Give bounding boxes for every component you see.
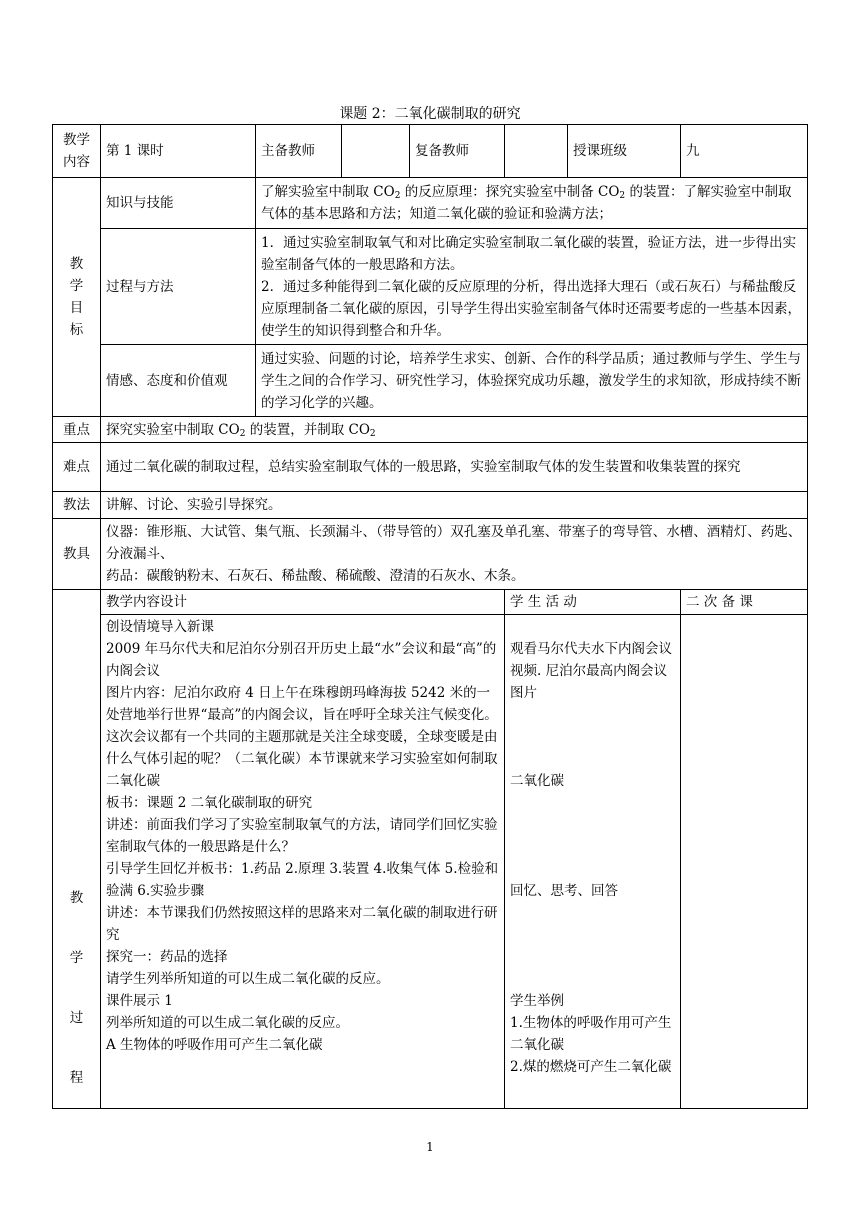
objectives-label-char: 目 <box>69 300 84 316</box>
design-line: 列举所知道的可以生成二氧化碳的反应。 <box>106 1015 349 1031</box>
key-point-label: 重点 <box>53 417 101 443</box>
objective-emotion-row <box>53 345 808 417</box>
method-row <box>53 492 808 519</box>
objectives-label-char: 标 <box>69 322 84 338</box>
document-title: 课题 2：二氧化碳制取的研究 <box>339 106 521 122</box>
main-teacher-label: 主备教师 <box>256 125 342 178</box>
process-method-text <box>256 229 808 345</box>
student-activity-d3: 2.煤的燃烧可产生二氧化碳 <box>510 1059 672 1075</box>
co-teacher-value <box>505 125 568 178</box>
design-line: 2009 年马尔代夫和尼泊尔分别召开历史上最“水”会议和最“高”的内阁会议 <box>106 641 497 679</box>
co-teacher-label: 复备教师 <box>410 125 505 178</box>
method-text: 讲解、讨论、实验引导探究。 <box>101 492 808 519</box>
lesson-period: 第 1 课时 <box>101 125 256 178</box>
key-point-text: 探究实验室中制取 $CO_2$ 的装置，并制取 $CO_2$ <box>101 417 808 443</box>
process-label <box>53 590 101 1109</box>
objectives-label-char: 教 <box>69 256 84 272</box>
design-line: 讲述：前面我们学习了实验室制取氧气的方法，请同学们回忆实验室制取气体的一般思路是什么？ <box>106 817 498 855</box>
process-body-row <box>53 615 808 1109</box>
knowledge-label: 知识与技能 <box>101 178 256 229</box>
process-method-label: 过程与方法 <box>101 229 256 345</box>
student-activity-b: 二氧化碳 <box>510 773 564 789</box>
design-line: 讲述：本节课我们仍然按照这样的思路来对二氧化碳的制取进行研究 <box>106 905 498 943</box>
process-label-char: 学 <box>69 950 84 966</box>
process-method-p1: 1．通过实验室制取氧气和对比确定实验室制取二氧化碳的装置，验证方法，进一步得出实验室制备气体的一般思路和方法。 <box>261 234 797 273</box>
tools-row <box>53 519 808 590</box>
design-column-header: 教学内容设计 <box>101 590 505 615</box>
revise-content <box>681 615 808 1109</box>
process-method-p2: 2．通过多种能得到二氧化碳的反应原理的分析，得出选择大理石（或石灰石）与稀盐酸反应原理制备二氧化碳的原因，引导学生得出实验室制备气体时还需要考虑的一些基本因素，使学生的知识得到整合和升华。 <box>261 278 801 339</box>
page-number: 1 <box>426 1140 434 1154</box>
student-column-header: 学 生 活 动 <box>505 590 681 615</box>
lesson-plan-table <box>52 124 808 1109</box>
design-line: 图片内容：尼泊尔政府 4 日上午在珠穆朗玛峰海拔 5242 米的一处营地举行世界“最高”的内阁会议，旨在呼吁全球关注气候变化。 <box>106 685 498 723</box>
knowledge-text: 了解实验室中制取 $CO_2$ 的反应原理：探究实验室中制备 $CO_2$ 的装置：了解实验室中制取气体的基本思路和方法；知道二氧化碳的验证和验满方法； <box>256 178 808 229</box>
difficulty-label: 难点 <box>53 443 101 492</box>
class-value: 九 <box>681 125 808 178</box>
objective-process-row <box>53 229 808 345</box>
process-header-row <box>53 590 808 615</box>
tools-instruments: 仪器：锥形瓶、大试管、集气瓶、长颈漏斗、（带导管的）双孔塞及单孔塞、带塞子的弯导管、水槽、酒精灯、药匙、分液漏斗、 <box>106 524 802 562</box>
tools-chemicals: 药品：碳酸钠粉末、石灰石、稀盐酸、稀硫酸、澄清的石灰水、木条。 <box>106 568 525 584</box>
design-line: 板书：课题 2 二氧化碳制取的研究 <box>106 795 313 811</box>
design-content <box>101 615 505 1109</box>
tools-label: 教具 <box>53 519 101 590</box>
design-line: 引导学生回忆并板书：1.药品 2.原理 3.装置 4.收集气体 5.检验和验满 6.实验步骤 <box>106 861 499 899</box>
student-activity-a: 观看马尔代夫水下内阁会议视频. 尼泊尔最高内阁会议图片 <box>510 641 672 701</box>
objectives-label <box>53 178 101 417</box>
student-activity-d1: 学生举例 <box>510 993 564 1009</box>
revise-column-header: 二 次 备 课 <box>681 590 808 615</box>
process-label-char: 程 <box>69 1070 84 1086</box>
objective-knowledge-row <box>53 178 808 229</box>
header-row <box>53 125 808 178</box>
tools-text <box>101 519 808 590</box>
student-activity-content <box>505 615 681 1109</box>
student-activity-d2: 1.生物体的呼吸作用可产生二氧化碳 <box>510 1015 672 1053</box>
main-teacher-value <box>342 125 410 178</box>
objectives-label-char: 学 <box>69 278 84 294</box>
key-point-row <box>53 417 808 443</box>
emotion-text: 通过实验、问题的讨论，培养学生求实、创新、合作的科学品质；通过教师与学生、学生与学生之间的合作学习、研究性学习，体验探究成功乐趣，激发学生的求知欲，形成持续不断的学习化学的兴趣。 <box>256 345 808 417</box>
design-line: 请学生列举所知道的可以生成二氧化碳的反应。 <box>106 971 390 987</box>
emotion-label: 情感、态度和价值观 <box>101 345 256 417</box>
design-line: 探究一：药品的选择 <box>106 949 228 965</box>
process-label-char: 过 <box>69 1010 84 1026</box>
design-line: 这次会议都有一个共同的主题那就是关注全球变暖，全球变暖是由什么气体引起的呢？（二氧化碳）本节课就来学习实验室如何制取二氧化碳 <box>106 729 498 789</box>
student-activity-c: 回忆、思考、回答 <box>510 883 618 899</box>
difficulty-text: 通过二氧化碳的制取过程，总结实验室制取气体的一般思路，实验室制取气体的发生装置和收集装置的探究 <box>101 443 808 492</box>
teaching-content-label: 教学内容 <box>53 125 101 178</box>
design-line: 课件展示 1 <box>106 993 173 1009</box>
design-line: 创设情境导入新课 <box>106 619 214 635</box>
difficulty-row <box>53 443 808 492</box>
process-label-char: 教 <box>69 890 84 906</box>
class-label: 授课班级 <box>568 125 681 178</box>
method-label: 教法 <box>53 492 101 519</box>
design-line: A 生物体的呼吸作用可产生二氧化碳 <box>106 1037 323 1053</box>
